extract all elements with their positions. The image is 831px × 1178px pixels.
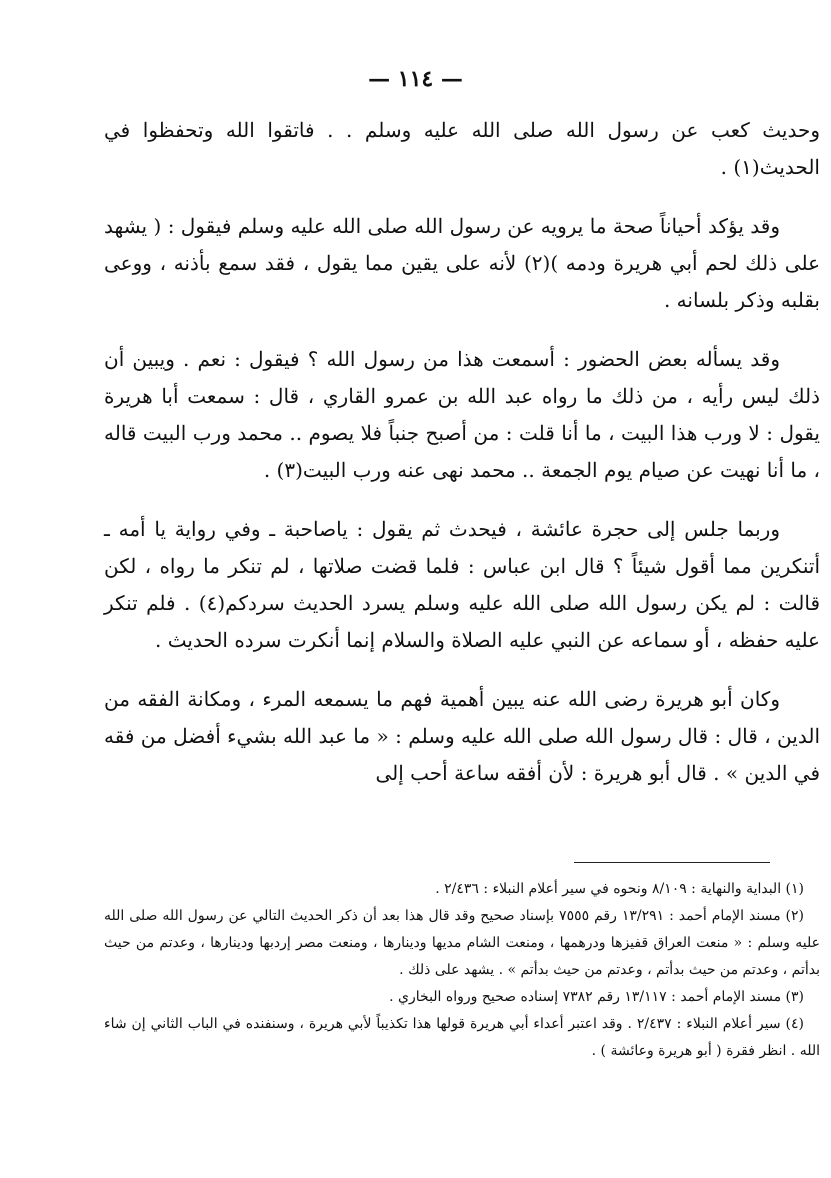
footnote-3: (٣) مسند الإمام أحمد : ١٣/١١٧ رقم ٧٣٨٢ إسناده صحيح ورواه البخاري . bbox=[389, 989, 804, 1005]
footnotes bbox=[104, 876, 820, 1065]
footnote-1: (١) البداية والنهاية : ٨/١٠٩ ونحوه في سير أعلام النبلاء : ٢/٤٣٦ . bbox=[435, 881, 804, 897]
body-text bbox=[104, 112, 820, 814]
footnote-separator bbox=[574, 862, 770, 863]
footnote-2: (٢) مسند الإمام أحمد : ١٣/٢٩١ رقم ٧٥٥٥ بإسناد صحيح وقد قال هذا بعد أن ذكر الحديث التالي عن رسول الله صلى الله عليه وسلم : « منعت العراق قفيزها ودرهمها ، ومنعت الشام مديها ودينارها ، ومنعت مصر إردبها ودينارها ، وعدتم من حيث بدأتم ، وعدتم من حيث بدأتم ، وعدتم من حيث بدأتم » . يشهد على ذلك . bbox=[104, 908, 820, 978]
paragraph-2: وقد يؤكد أحياناً صحة ما يرويه عن رسول الله صلى الله عليه وسلم فيقول : ( يشهد على ذلك لحم أبي هريرة ودمه )(٢) لأنه على يقين مما يقول ، فقد سمع بأذنه ، ووعى بقلبه وذكر بلسانه . bbox=[104, 214, 821, 312]
paragraph-5: وكان أبو هريرة رضى الله عنه يبين أهمية فهم ما يسمعه المرء ، ومكانة الفقه من الدين ، قال : قال رسول الله صلى الله عليه وسلم : « ما عبد الله بشيء أفضل من فقه في الدين » . قال أبو هريرة : لأن أفقه ساعة أحب إلى bbox=[104, 687, 820, 785]
paragraph-1: وحديث كعب عن رسول الله صلى الله عليه وسلم . . فاتقوا الله وتحفظوا في الحديث(١) . bbox=[104, 118, 820, 179]
page-number: — ١١٤ — bbox=[368, 66, 463, 92]
footnote-4: (٤) سير أعلام النبلاء : ٢/٤٣٧ . وقد اعتبر أعداء أبي هريرة قولها هذا تكذيباً لأبي هريرة ، وسنفنده في الباب الثاني إن شاء الله . انظر فقرة ( أبو هريرة وعائشة ) . bbox=[104, 1016, 820, 1059]
paragraph-4: وربما جلس إلى حجرة عائشة ، فيحدث ثم يقول : ياصاحبة ـ وفي رواية يا أمه ـ أتنكرين مما أقول شيئاً ؟ قال ابن عباس : فلما قضت صلاتها ، لم تنكر ما رواه ، لكن قالت : لم يكن رسول الله صلى الله عليه وسلم يسرد الحديث سردكم(٤) . فلم تنكر عليه حفظه ، أو سماعه عن النبي عليه الصلاة والسلام إنما أنكرت سرده الحديث . bbox=[104, 517, 821, 652]
paragraph-3: وقد يسأله بعض الحضور : أسمعت هذا من رسول الله ؟ فيقول : نعم . ويبين أن ذلك ليس رأيه ، من ذلك ما رواه عبد الله بن عمرو القاري ، قال : سمعت أبا هريرة يقول : لا ورب هذا البيت ، ما أنا قلت : من أصبح جنباً فلا يصوم .. محمد ورب البيت قاله ، ما أنا نهيت عن صيام يوم الجمعة .. محمد نهى عنه ورب البيت(٣) . bbox=[104, 347, 820, 482]
